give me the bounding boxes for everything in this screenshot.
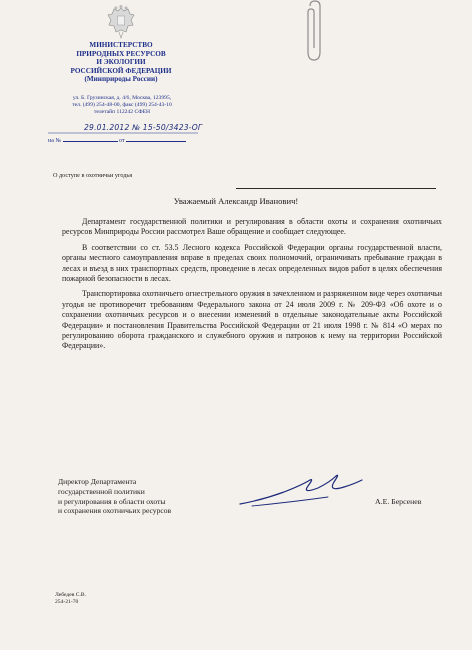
ministry-address <box>52 95 192 117</box>
registration-number: 29.01.2012 № 15-50/3423-ОГ <box>84 123 203 132</box>
reference-date-blank <box>126 141 186 142</box>
body-paragraph: Департамент государственной политики и регулирования в области охоты и сохранения охотничьих ресурсов Минприроды России рассмотрел Ваше обращение и сообщает следующее. <box>62 217 442 237</box>
body-paragraph: В соответствии со ст. 53.5 Лесного кодекса Российской Федерации органы государственной власти, органы местного самоуправления вправе в пределах своих полномочий, ограничивать пребывание граждан в лесах и въезд в них транспортных средств, проведение в лесах определенных видов работ в целях обеспечения пожарной безопасности в лесах. <box>62 242 442 284</box>
address-line: тел. (499) 254-48-00, факс (499) 254-43-10 <box>72 102 172 109</box>
executor-name: Лебедев С.В. <box>55 592 87 598</box>
signer-name: А.Е. Берсенев <box>375 497 422 506</box>
reference-line <box>48 138 198 144</box>
letter-subject: О доступе в охотничьи угодья <box>53 172 133 179</box>
executor-info <box>55 592 86 606</box>
reference-ot-label: от <box>119 138 125 144</box>
signer-title-line: Директор Департамента <box>58 477 137 486</box>
russian-coat-of-arms-icon <box>106 5 136 41</box>
ministry-short-name: (Минприроды России) <box>84 75 158 84</box>
reference-na-label: на № <box>48 138 62 144</box>
paper-clip-icon <box>300 0 330 70</box>
letter-body <box>62 217 442 357</box>
ministry-line: РОССИЙСКОЙ ФЕДЕРАЦИИ <box>70 66 172 75</box>
signer-title-line: государственной политики <box>58 486 145 496</box>
signer-title-line: и регулирования в области охоты <box>58 496 166 506</box>
ministry-line: МИНИСТЕРСТВО <box>89 41 153 49</box>
address-line: телетайп 112242 СФЕН <box>93 109 151 116</box>
ministry-name <box>56 41 186 84</box>
reference-number-blank <box>63 141 118 142</box>
handwritten-signature <box>232 470 382 510</box>
address-line: ул. Б. Грузинская, д. 4/6, Москва, 123995, <box>72 95 172 101</box>
recipient-line <box>236 188 436 189</box>
body-paragraph: Транспортировка охотничьего огнестрельного оружия в зачехленном и разряженном виде через охотничьи угодья не противоречит требованиям Федерального закона от 24 июля 2009 г. № 209-ФЗ «Об охоте и о сохранении охотничьих ресурсов и о внесении изменений в отдельные законодательные акты Российской Федерации» и постановления Правительства Российской Федерации от 21 июля 1998 г. № 814 «О мерах по регулированию оборота гражданского и служебного оружия и патронов к нему на территории Российской Федерации». <box>62 289 442 351</box>
executor-phone: 254-21-70 <box>55 599 79 606</box>
ministry-line: И ЭКОЛОГИИ <box>96 58 146 67</box>
signer-title-line: и сохранения охотничьих ресурсов <box>58 506 172 516</box>
signer-title <box>58 477 171 516</box>
salutation: Уважаемый Александр Иванович! <box>173 196 299 206</box>
ministry-line: ПРИРОДНЫХ РЕСУРСОВ <box>76 49 166 58</box>
